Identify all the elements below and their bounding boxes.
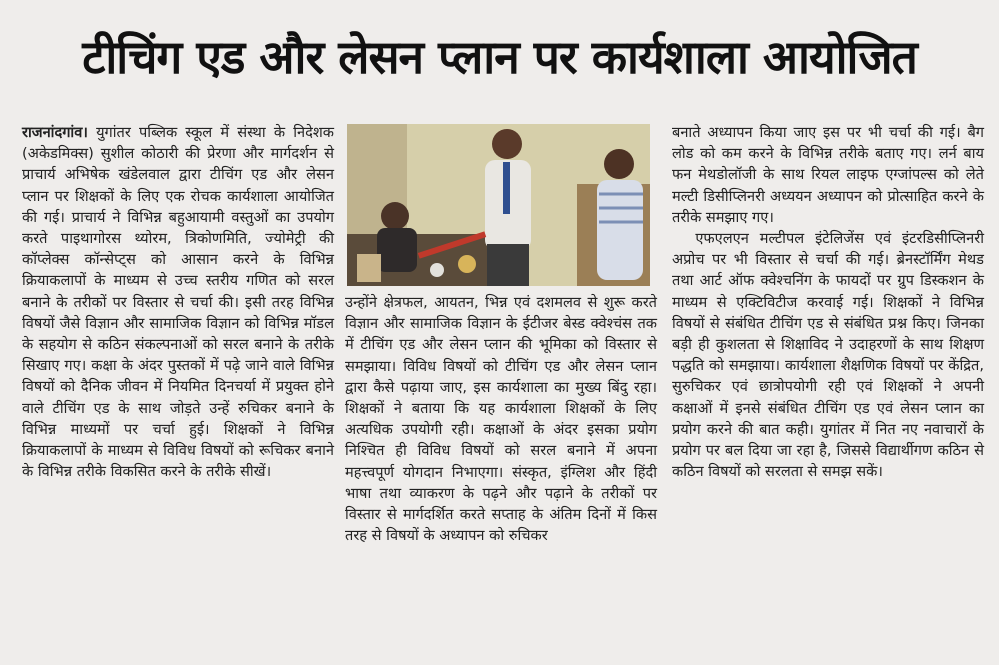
photo-person-tie	[503, 162, 510, 214]
article-paragraph: बनाते अध्यापन किया जाए इस पर भी चर्चा की गई। बैग लोड को कम करने के विभिन्न तरीके बताए गए। लर्न बाय फन मेथडोलॉजी के साथ रियल लाइफ एग्जांपल्स को लेते मल्टी डिसीप्लिनरी अध्ययन अध्यापन को प्रोत्साहित करने के तरीके समझाए गए।	[672, 124, 984, 226]
article-paragraph	[22, 122, 334, 482]
photo-teaching-aid	[430, 263, 444, 277]
article-text: युगांतर पब्लिक स्कूल में संस्था के निदेशक (अकेडमिक्स) सुशील कोठारी की प्रेरणा और मार्गदर्शन से प्राचार्य अभिषेक खंडेलवाल द्वारा टीचिंग एड और लेसन प्लान पर शिक्षकों के लिए एक रोचक कार्यशाला आयोजित की गई। प्राचार्य ने विभिन्न बहुआयामी वस्तुओं का उपयोग करते पाइथागोरस थ्योरम, त्रिकोणमिति, ज्योमेट्री की कॉप्लेक्स कॉन्सेप्ट्स को आसान करने के विभिन्न क्रियाकलापों के माध्यम से उच्च स्तरीय गणित को सरल बनाने के तरीकों पर विस्तार से चर्चा की। इसी तरह विभिन्न विषयों जैसे विज्ञान और सामाजिक विज्ञान को विभिन्न मॉडल के सहयोग से कठिन संकल्पनाओं को सरल बनाने के तरीके सिखाए गए। कक्षा के अंदर पुस्तकों में पढ़े जाने वाले विभिन्न विषयों को दैनिक जीवन में नियमित दिनचर्या में प्रयुक्त होने वाले टीचिंग एड के साथ जोड़ते उन्हें रुचिकर बनाने के विभिन्न माध्यमों पर चर्चा हुई। शिक्षकों ने विभिन्न क्रियाकलापों के माध्यम से विविध विषयों को रूचिकर बनाने के विभिन्न तरीके विकसित करने के तरीके सीखें।	[22, 124, 335, 481]
article-column-2	[345, 292, 657, 546]
article-paragraph: उन्होंने क्षेत्रफल, आयतन, भिन्न एवं दशमलव से शुरू करते विज्ञान और सामाजिक विज्ञान के ईटीजर बेस्ड क्वेश्चंस तक में टीचिंग एड और लेसन प्लान की भूमिका को विस्तार से समझाया। विविध विषयों को टीचिंग एड और लेसन प्लान द्वारा कैसे पढ़ाया जाए, इस कार्यशाला का मुख्य बिंदु रहा। शिक्षकों ने बताया कि यह कार्यशाला शिक्षकों के लिए अत्यधिक उपयोगी रही। कक्षाओं के अंदर इसका प्रयोग निश्चित ही विविध विषयों को सरल बनाने में अपना महत्त्वपूर्ण योगदान निभाएगा। संस्कृत, इंग्लिश और हिंदी भाषा तथा व्याकरण के पढ़ने और पढ़ाने के तरीकों पर विस्तार से मार्गदर्शित करते सप्ताह के अंतिम दिनों में किस तरह से विषयों के अध्यापन को रुचिकर	[345, 294, 657, 545]
article-paragraph: एफएलएन मल्टीपल इंटेलिजेंस एवं इंटरडिसीप्लिनरी अप्रोच पर भी विस्तार से चर्चा की गई। ब्रेनस्टॉर्मिंग मेथड तथा आर्ट ऑफ क्वेश्चनिंग के फायदों पर ग्रुप डिस्कशन के माध्यम से एक्टिविटीज करवाई गई। शिक्षकों ने विभिन्न विषयों से संबंधित टीचिंग एड से संबंधित प्रश्न किए। जिनका बड़ी ही कुशलता से शिक्षाविद ने उदाहरणों के साथ शिक्षण पद्धति को समझाया। कार्यशाला शैक्षणिक विषयों पर केंद्रित, सुरुचिकर एवं छात्रोपयोगी रही एवं शिक्षकों ने अपनी कक्षाओं में इनसे संबंधित टीचिंग एड एवं लेसन प्लान का प्रयोग करने की बात कही। युगांतर में नित नए नवाचारों के प्रयोग पर बल दिया जा रहा है, जिससे विद्यार्थीगण कठिन से कठिन विषयों को सरलता से समझ सकें।	[672, 230, 984, 481]
dateline: राजनांदगांव।	[22, 124, 88, 141]
article-column-3	[672, 122, 984, 482]
news-photo	[347, 124, 650, 286]
photo-person-standing-head	[492, 129, 522, 159]
photo-person-seated-body	[377, 228, 417, 272]
photo-teaching-aid	[458, 255, 476, 273]
photo-person-trousers	[487, 244, 529, 286]
photo-person-right-head	[604, 149, 634, 179]
news-photo-image	[347, 124, 650, 286]
article-column-1	[22, 122, 334, 482]
headline: टीचिंग एड और लेसन प्लान पर कार्यशाला आयोजित	[82, 30, 917, 84]
photo-person-seated-head	[381, 202, 409, 230]
photo-teaching-aid	[357, 254, 381, 282]
